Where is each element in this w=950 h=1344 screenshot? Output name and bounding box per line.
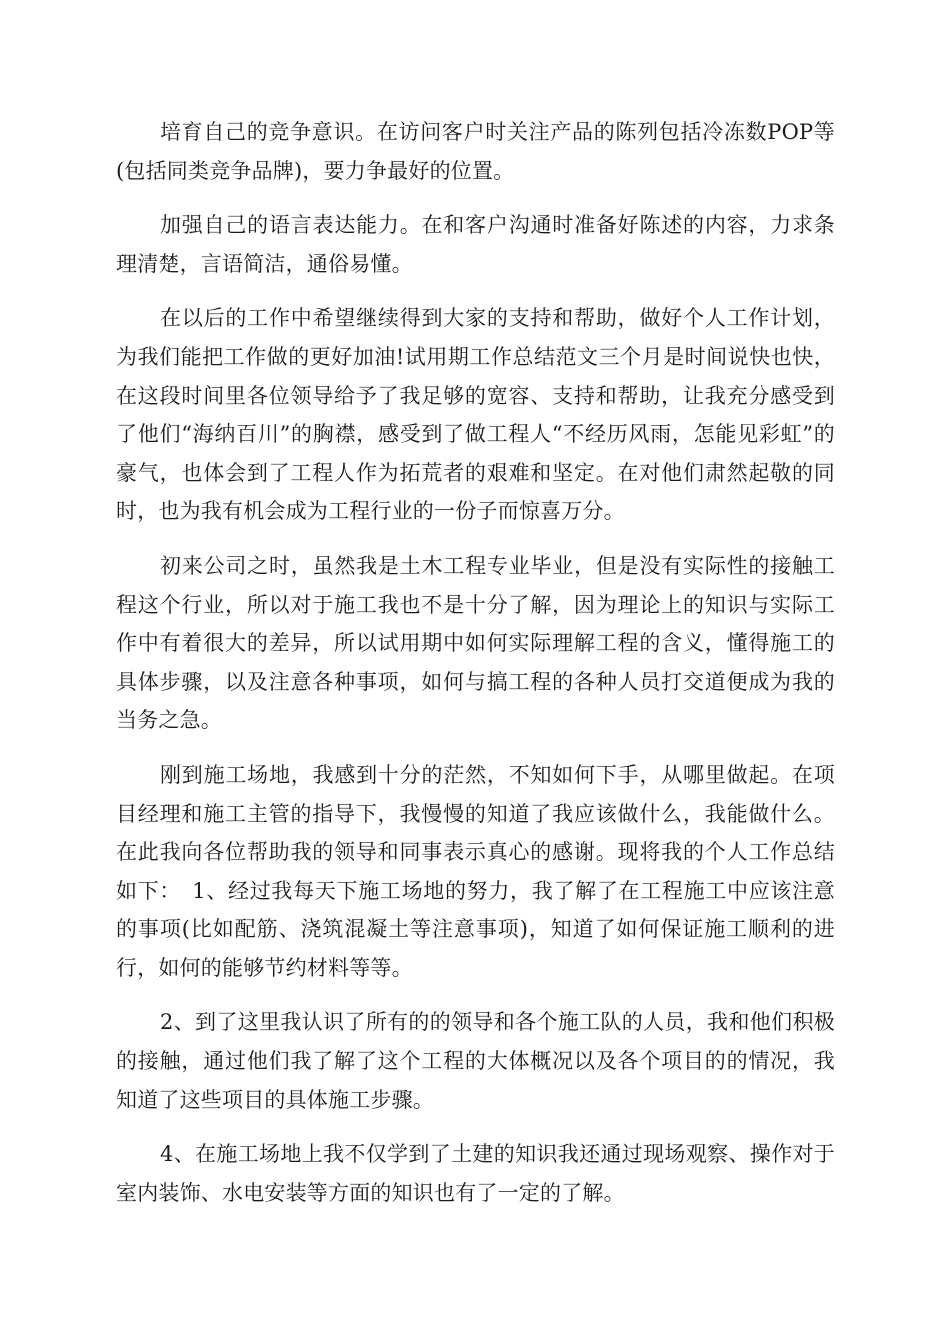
paragraph-expression-ability: 加强自己的语言表达能力。在和客户沟通时准备好陈述的内容，力求条理清楚，言语简洁，通俗易懂。: [116, 213, 835, 276]
paragraph-item-2: 2、到了这里我认识了所有的的领导和各个施工队的人员，我和他们积极的接触，通过他们我了解了这个工程的大体概况以及各个项目的的情况，我知道了这些项目的具体施工步骤。: [116, 1010, 835, 1112]
paragraph-joining-company: 初来公司之时，虽然我是土木工程专业毕业，但是没有实际性的接触工程这个行业，所以对于施工我也不是十分了解，因为理论上的知识与实际工作中有着很大的差异，所以试用期中如何实际理解工程的含义，懂得施工的具体步骤，以及注意各种事项，如何与搞工程的各种人员打交道便成为我的当务之急。: [116, 553, 835, 733]
paragraph-construction-site: 刚到施工场地，我感到十分的茫然，不知如何下手，从哪里做起。在项目经理和施工主管的指导下，我慢慢的知道了我应该做什么，我能做什么。在此我向各位帮助我的领导和同事表示真心的感谢。现将我的个人工作总结如下： 1、经过我每天下施工场地的努力，我了解了在工程施工中应该注意的事项(比如配筋、浇筑混凝土等注意事项)，知道了如何保证施工顺利的进行，如何的能够节约材料等等。: [116, 762, 835, 980]
paragraph-probation-summary: 在以后的工作中希望继续得到大家的支持和帮助，做好个人工作计划，为我们能把工作做的更好加油!试用期工作总结范文三个月是时间说快也快，在这段时间里各位领导给予了我足够的宽容、支持和帮助，让我充分感受到了他们“海纳百川”的胸襟，感受到了做工程人“不经历风雨，怎能见彩虹”的豪气，也体会到了工程人作为拓荒者的艰难和坚定。在对他们肃然起敬的同时，也为我有机会成为工程行业的一份子而惊喜万分。: [116, 306, 835, 524]
paragraph-item-4: 4、在施工场地上我不仅学到了土建的知识我还通过现场观察、操作对于室内装饰、水电安装等方面的知识也有了一定的了解。: [116, 1142, 835, 1205]
paragraph-competition-awareness: 培育自己的竞争意识。在访问客户时关注产品的陈列包括冷冻数POP等(包括同类竞争品牌)，要力争最好的位置。: [116, 120, 835, 183]
